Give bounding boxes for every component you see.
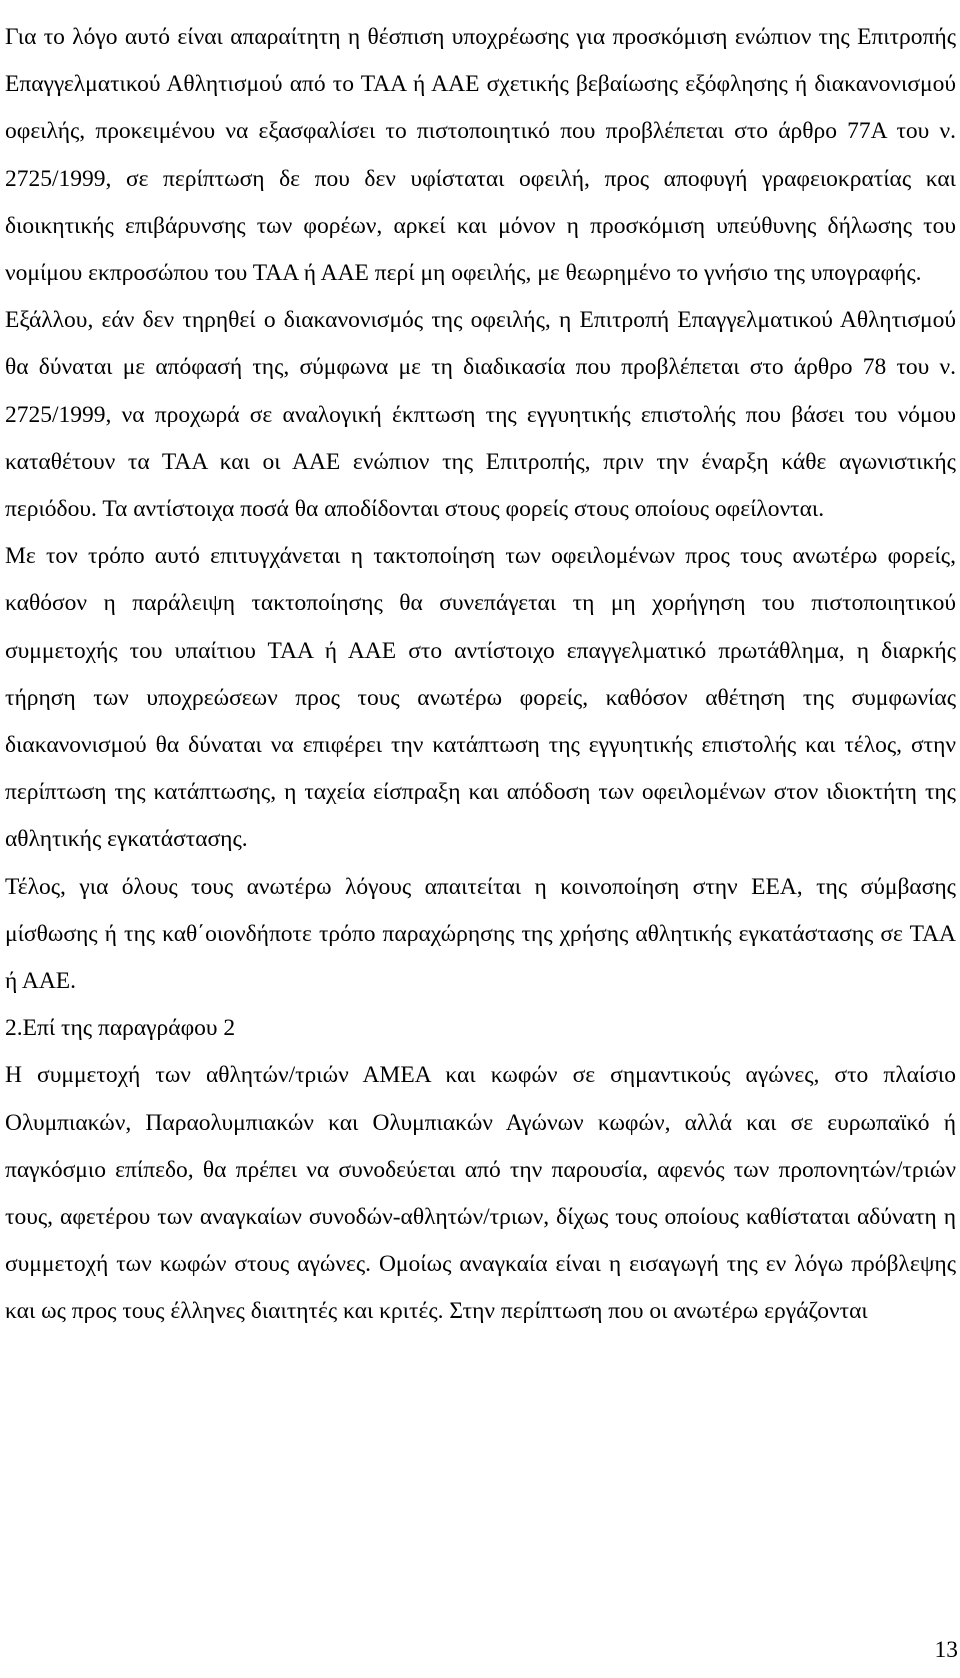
paragraph-lease-notification: Τέλος, για όλους τους ανωτέρω λόγους απαιτείται η κοινοποίηση στην ΕΕΑ, της σύμβασης μίσθωσης ή της καθ΄οιονδήποτε τρόπο παραχώρησης της χρήσης αθλητικής εγκατάστασης σε ΤΑΑ ή ΑΑΕ. [5, 873, 956, 995]
paragraph-settlement-outcome: Με τον τρόπο αυτό επιτυγχάνεται η τακτοποίηση των οφειλομένων προς τους ανωτέρω φορείς, καθόσον η παράλειψη τακτοποίησης θα συνεπάγεται τη μη χορήγηση του πιστοποιητικού συμμετοχής του υπαίτιου ΤΑΑ ή ΑΑΕ στο αντίστοιχο επαγγελματικό πρωτάθλημα, η διαρκής τήρηση των υποχρεώσεων προς τους ανωτέρω φορείς, καθόσον αθέτηση της συμφωνίας διακανονισμού θα δύναται να επιφέρει την κατάπτωση της εγγυητικής επιστολής και τέλος, στην περίπτωση της κατάπτωσης, η ταχεία είσπραξη και απόδοση των οφειλομένων στον ιδιοκτήτη της αθλητικής εγκατάστασης. [5, 543, 956, 853]
section-heading-paragraph-2: 2.Επί της παραγράφου 2 [5, 1015, 236, 1042]
paragraph-guarantee-deduction: Εξάλλου, εάν δεν τηρηθεί ο διακανονισμός της οφειλής, η Επιτροπή Επαγγελματικού Αθλητισμού θα δύναται με απόφασή της, σύμφωνα με τη διαδικασία που προβλέπεται στο άρθρο 78 του ν. 2725/1999, να προχωρά σε αναλογική έκπτωση της εγγυητικής επιστολής που βάσει του νόμου καταθέτουν τα ΤΑΑ και οι ΑΑΕ ενώπιον της Επιτροπής, πριν την έναρξη κάθε αγωνιστικής περιόδου. Τα αντίστοιχα ποσά θα αποδίδονται στους φορείς στους οποίους οφείλονται. [5, 307, 956, 523]
paragraph-disabled-athletes: Η συμμετοχή των αθλητών/τριών ΑΜΕΑ και κωφών σε σημαντικούς αγώνες, στο πλαίσιο Ολυμπιακών, Παραολυμπιακών και Ολυμπιακών Αγώνων κωφών, αλλά και σε ευρωπαϊκό ή παγκόσμιο επίπεδο, θα πρέπει να συνοδεύεται από την παρουσία, αφενός των προπονητών/τριών τους, αφετέρου των αναγκαίων συνοδών-αθλητών/τριων, δίχως τους οποίους καθίσταται αδύνατη η συμμετοχή των κωφών στους αγώνες. Ομοίως αναγκαία είναι η εισαγωγή της εν λόγω πρόβλεψης και ως προς τους έλληνες διαιτητές και κριτές. Στην περίπτωση που οι ανωτέρω εργάζονται [5, 1062, 956, 1325]
page-number: 13 [934, 1637, 958, 1663]
paragraph-debt-certificate: Για το λόγο αυτό είναι απαραίτητη η θέσπιση υποχρέωσης για προσκόμιση ενώπιον της Επιτροπής Επαγγελματικού Αθλητισμού από το ΤΑΑ ή ΑΑΕ σχετικής βεβαίωσης εξόφλησης ή διακανονισμού οφειλής, προκειμένου να εξασφαλίσει το πιστοποιητικό που προβλέπεται στο άρθρο 77Α του ν. 2725/1999, σε περίπτωση δε που δεν υφίσταται οφειλή, προς αποφυγή γραφειοκρατίας και διοικητικής επιβάρυνσης των φορέων, αρκεί και μόνον η προσκόμιση υπεύθυνης δήλωσης του νομίμου εκπροσώπου του ΤΑΑ ή ΑΑΕ περί μη οφειλής, με θεωρημένο το γνήσιο της υπογραφής. [5, 24, 956, 287]
